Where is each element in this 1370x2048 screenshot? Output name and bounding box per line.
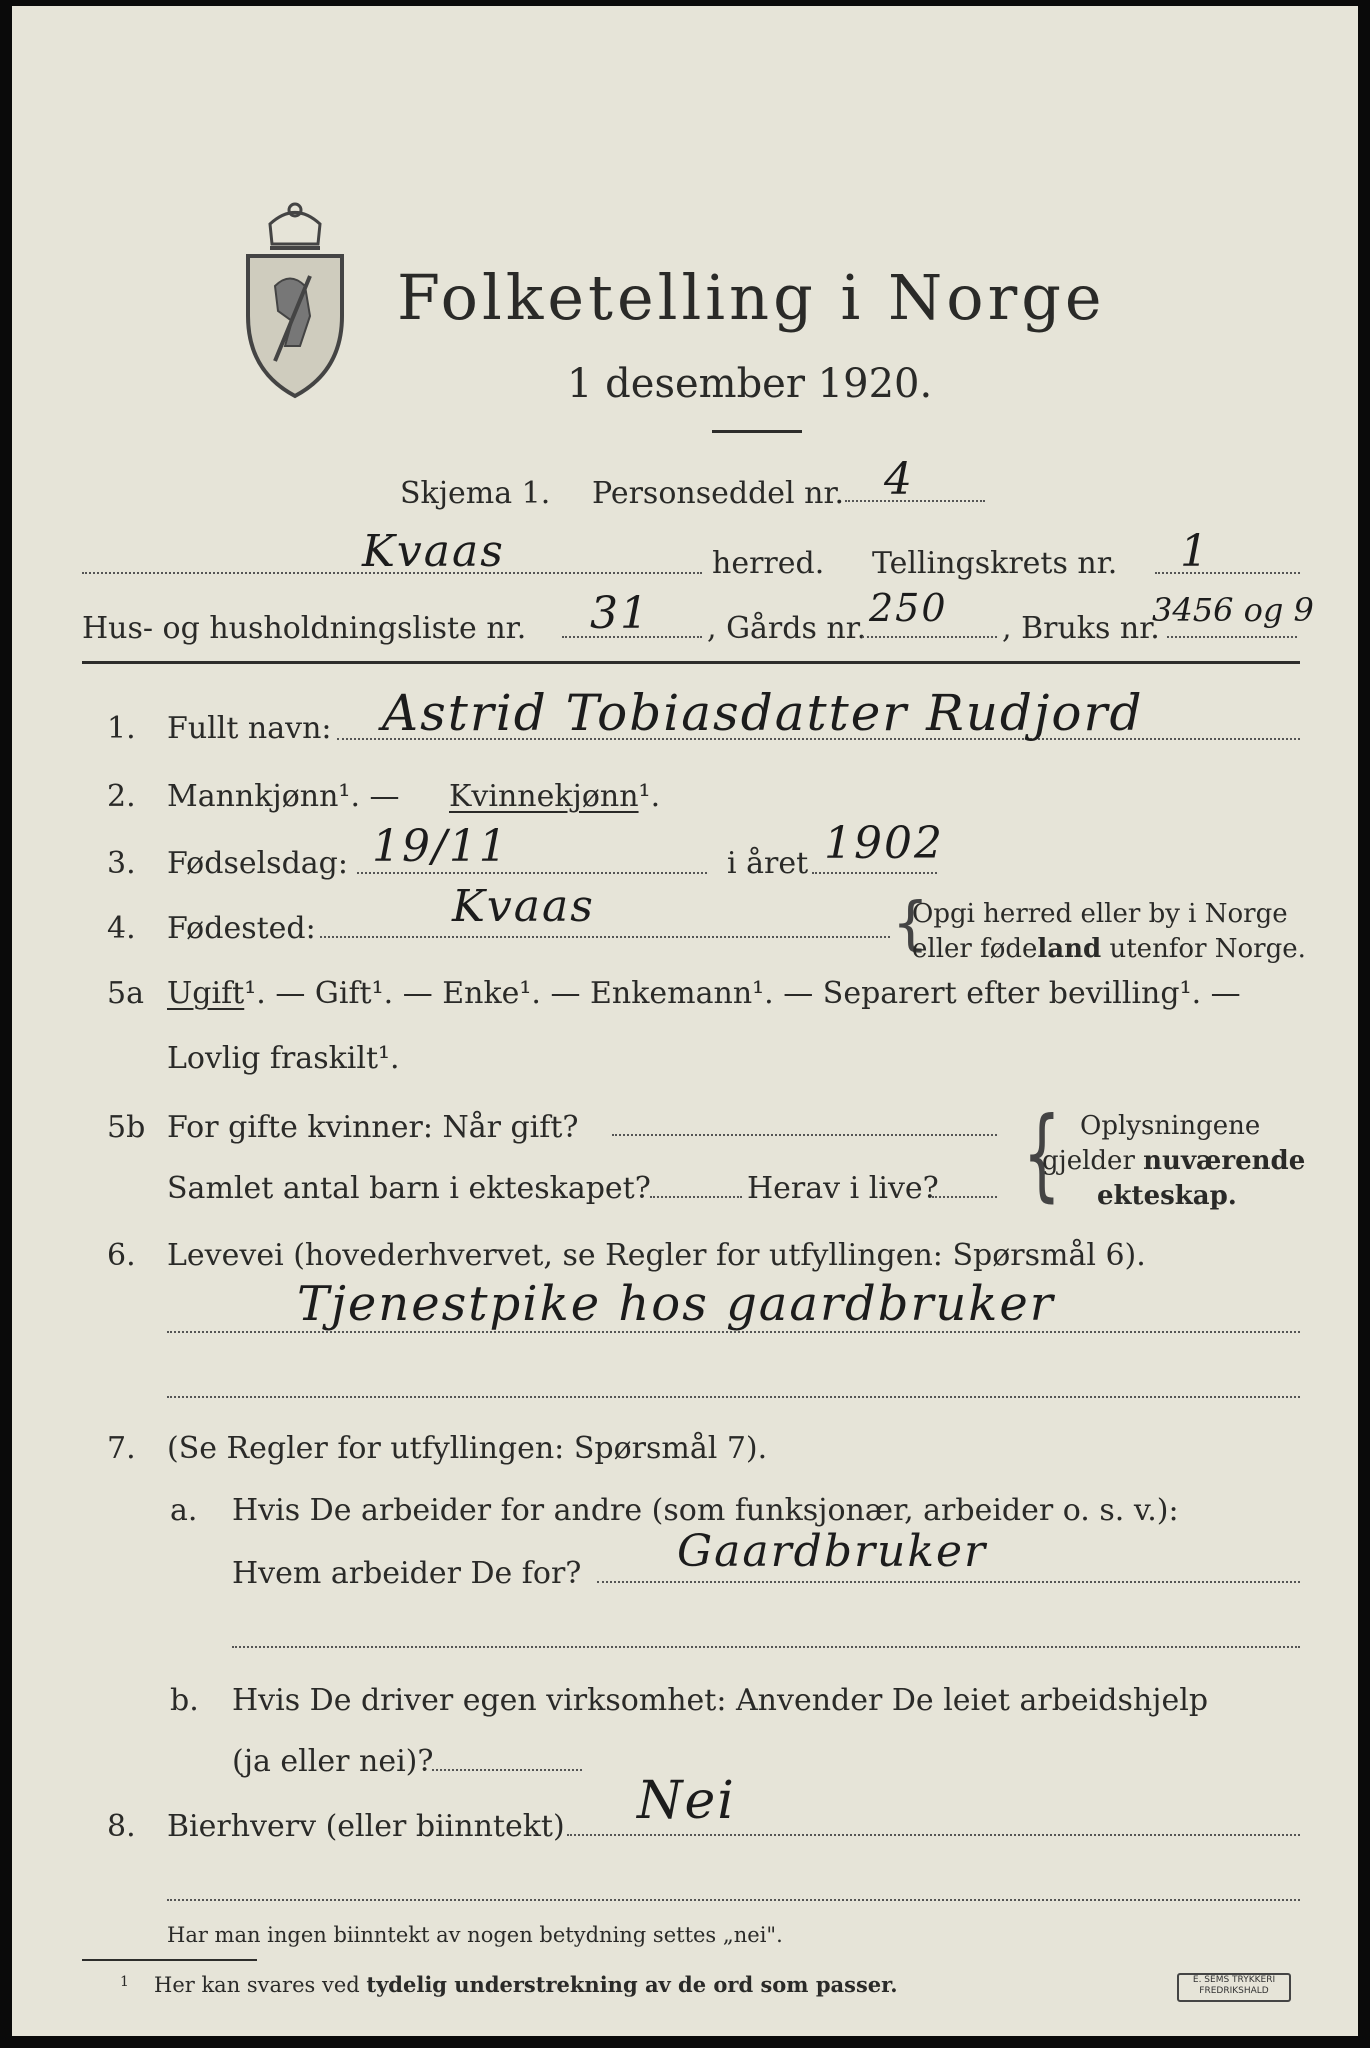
tellingskrets-label: Tellingskrets nr. [872,546,1118,581]
q5b-note3: ekteskap. [1097,1181,1237,1211]
gards-value[interactable]: 250 [869,586,948,630]
q6-number: 6. [107,1238,136,1273]
employer-value[interactable]: Gaardbruker [677,1526,988,1577]
birth-year-value[interactable]: 1902 [824,818,944,869]
q8-label: Bierhverv (eller biinntekt) [167,1809,565,1844]
q5b-nar-gift-line[interactable] [612,1134,997,1136]
q2-number: 2. [107,779,136,814]
footnote-mark: 1 [120,1974,129,1990]
bruks-value[interactable]: 3456 og 9 [1152,591,1314,629]
q4-note-pre: eller føde [912,934,1038,964]
q4-note-post: utenfor Norge. [1101,934,1306,964]
q7b-line[interactable] [432,1769,582,1771]
tellingskrets-value[interactable]: 1 [1180,526,1210,577]
q5b-line1: For gifte kvinner: Når gift? [167,1110,579,1145]
q5b-barn-line[interactable] [650,1196,742,1198]
header-rule [82,661,1300,664]
bruks-line [1167,636,1297,638]
q5b-note2-bold: nuværende [1143,1146,1306,1176]
hus-value[interactable]: 31 [590,588,650,639]
q7a-employer-line [597,1581,1300,1583]
q4-line [320,936,890,938]
personseddel-value[interactable]: 4 [884,454,914,505]
q6-line2 [167,1396,1300,1398]
ugift-underlined: Ugift [167,976,245,1011]
census-form [12,6,1358,2036]
form-date: 1 desember 1920. [567,361,933,407]
q7b-letter: b. [170,1683,199,1718]
herred-label: herred. [712,546,825,581]
q8-number: 8. [107,1809,136,1844]
birthplace-value[interactable]: Kvaas [452,881,595,932]
personseddel-line [845,500,985,502]
q7b-line2: (ja eller nei)? [232,1744,434,1779]
q8-line2 [167,1899,1300,1901]
q7b-line1: Hvis De driver egen virksomhet: Anvender De leiet arbeidshjelp [232,1683,1209,1718]
q1-label: Fullt navn: [167,711,332,746]
q3-birthday-line [357,872,707,874]
personseddel-label: Personseddel nr. [592,476,845,511]
q7a-line-extra [232,1646,1300,1648]
q4-note-line1: Opgi herred eller by i Norge [912,899,1288,929]
q3-number: 3. [107,846,136,881]
skjema-label: Skjema 1. [400,476,551,511]
kvinnekjonn-underlined: Kvinnekjønn [449,779,639,814]
birthday-value[interactable]: 19/11 [372,821,509,872]
q5b-line2a: Samlet antal barn i ekteskapet? [167,1171,651,1206]
q4-number: 4. [107,911,136,946]
q4-label: Fødested: [167,911,316,946]
side-income-value[interactable]: Nei [637,1771,736,1831]
footnote-bold: tydelig understrekning av de ord som passer. [366,1972,898,1997]
q4-note-bold: land [1037,934,1102,964]
q3-year-line [812,872,937,874]
q5b-line2b: Herav i live? [747,1171,939,1206]
q2-mannkjonn[interactable]: Mannkjønn¹. — [167,779,400,814]
q3-year-label: i året [727,846,809,881]
form-title: Folketelling i Norge [397,261,1106,334]
q6-label: Levevei (hovederhvervet, se Regler for utfyllingen: Spørsmål 6). [167,1238,1146,1273]
q7a-line2: Hvem arbeider De for? [232,1556,582,1591]
footer-note: Har man ingen biinntekt av nogen betydning settes „nei". [167,1923,783,1947]
q5b-number: 5b [107,1110,146,1145]
q7a-letter: a. [170,1493,198,1528]
footnote-text [154,1972,898,1997]
q1-number: 1. [107,711,136,746]
q3-label: Fødselsdag: [167,846,348,881]
q5a-line2[interactable]: Lovlig fraskilt¹. [167,1041,400,1076]
q4-note-line2 [912,934,1306,964]
stamp-line1: E. SEMS TRYKKERI [1192,1975,1276,1985]
q5b-note2 [1042,1146,1305,1176]
q5a-rest: ¹. — Gift¹. — Enke¹. — Enkemann¹. — Separert efter bevilling¹. — [244,976,1241,1011]
q2-kvinnekjonn[interactable] [449,779,660,814]
q5b-note1: Oplysningene [1080,1111,1261,1141]
q8-line [567,1834,1300,1836]
herred-value[interactable]: Kvaas [362,526,505,577]
kvinnekjonn-sup: ¹. [638,779,661,814]
gards-label: , Gårds nr. [707,611,867,646]
q5b-live-line[interactable] [932,1196,997,1198]
stamp-line2: FREDRIKSHALD [1199,1986,1269,1996]
occupation-value[interactable]: Tjenestpike hos gaardbruker [297,1276,1055,1332]
q5a-options[interactable] [167,976,1241,1011]
q7-number: 7. [107,1431,136,1466]
q5a-number: 5a [107,976,144,1011]
q7-label: (Se Regler for utfyllingen: Spørsmål 7). [167,1431,768,1466]
gards-line [862,636,997,638]
coat-of-arms-icon [230,196,360,406]
printer-stamp [1177,1973,1291,2002]
bruks-label: , Bruks nr. [1002,611,1160,646]
footnote-pre: Her kan svares ved [154,1973,367,1997]
hus-label: Hus- og husholdningsliste nr. [82,611,527,646]
q4-brace: { [892,889,929,957]
q5b-brace: { [1022,1095,1061,1212]
q7a-line1: Hvis De arbeider for andre (som funksjonær, arbeider o. s. v.): [232,1493,1179,1528]
tellingskrets-line [1155,572,1300,574]
full-name-value[interactable]: Astrid Tobiasdatter Rudjord [382,684,1144,742]
q5b-note2-pre: gjelder [1042,1146,1144,1176]
footnote-rule [82,1959,257,1961]
title-divider [712,430,802,433]
